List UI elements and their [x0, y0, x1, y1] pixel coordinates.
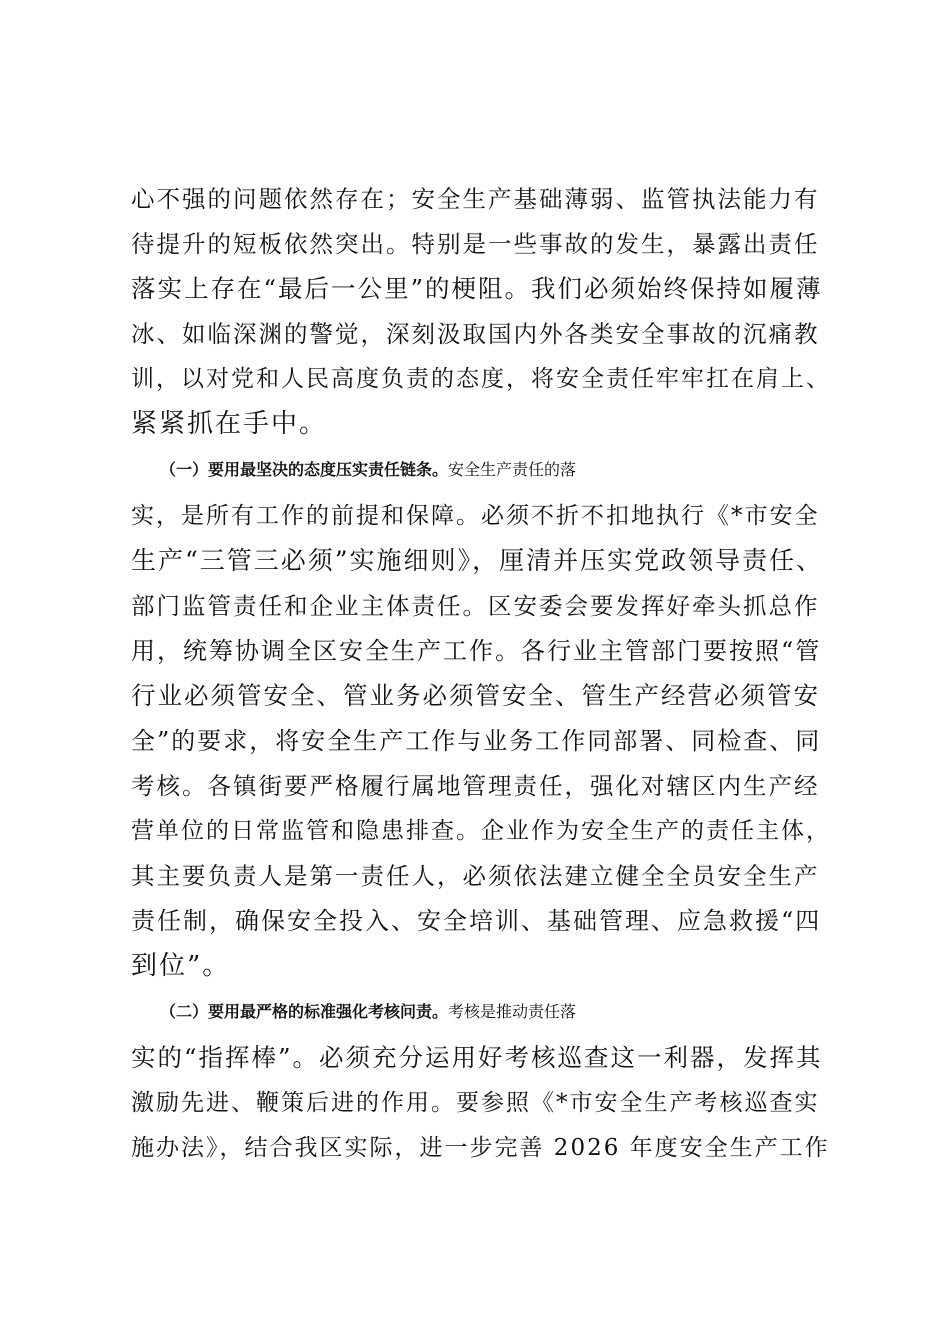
body-text-line: 施办法》，结合我区实际，进一步完善 2026 年度安全生产工作: [131, 1135, 830, 1161]
body-text-line: 用，统筹协调全区安全生产工作。各行业主管部门要按照“管: [131, 637, 822, 665]
body-text-line: 行业必须管安全、管业务必须管安全、管生产经营必须管安: [131, 681, 820, 710]
body-text-line: 紧紧抓在手中。: [131, 409, 328, 439]
body-text-line: 责任制，确保安全投入、安全培训、基础管理、应急救援“四: [131, 907, 822, 935]
body-text-segment: 安全生产责任的落: [448, 460, 577, 479]
body-text-line: 实的“指挥棒”。必须充分运用好考核巡查这一利器，发挥其: [131, 1043, 823, 1072]
body-text-segment: 考核是推动责任落: [448, 1002, 577, 1021]
body-text-line: 冰、如临深渊的警觉，深刻汲取国内外各类安全事故的沉痛教: [131, 320, 820, 348]
body-text-line: 落实上存在“最后一公里”的梗阻。我们必须始终保持如履薄: [131, 274, 823, 303]
section-two-line: [160, 992, 860, 1032]
body-text-line: 部门监管责任和企业主体责任。区安委会要发挥好牵头抓总作: [131, 592, 820, 620]
body-text-line: 到位”。: [131, 951, 231, 981]
section-one-heading: （一）要用最坚决的态度压实责任链条。: [160, 460, 449, 479]
body-text-line: 考核。各镇街要严格履行属地管理责任，强化对辖区内生产经: [131, 772, 820, 800]
body-text-line: 生产“三管三必须”实施细则》，厘清并压实党政领导责任、: [131, 546, 824, 575]
body-text-line: 训，以对党和人民高度负责的态度，将安全责任牢牢扛在肩上、: [131, 366, 831, 392]
body-text-line: 营单位的日常监管和隐患排查。企业作为安全生产的责任主体，: [131, 818, 831, 844]
body-text-line: 心不强的问题依然存在；安全生产基础薄弱、监管执法能力有: [131, 185, 820, 213]
section-two-heading: （二）要用最严格的标准强化考核问责。: [160, 1002, 449, 1021]
body-text-line: 实，是所有工作的前提和保障。必须不折不扣地执行《*市安全: [131, 503, 820, 529]
section-one-line: [160, 450, 860, 490]
body-text-line: 待提升的短板依然突出。特别是一些事故的发生，暴露出责任: [131, 230, 820, 258]
body-text-line: 全”的要求，将安全生产工作与业务工作同部署、同检查、同: [131, 727, 822, 755]
body-text-line: 其主要负责人是第一责任人，必须依法建立健全全员安全生产: [131, 862, 820, 890]
body-text-line: 激励先进、鞭策后进的作用。要参照《*市安全生产考核巡查实: [131, 1090, 820, 1116]
